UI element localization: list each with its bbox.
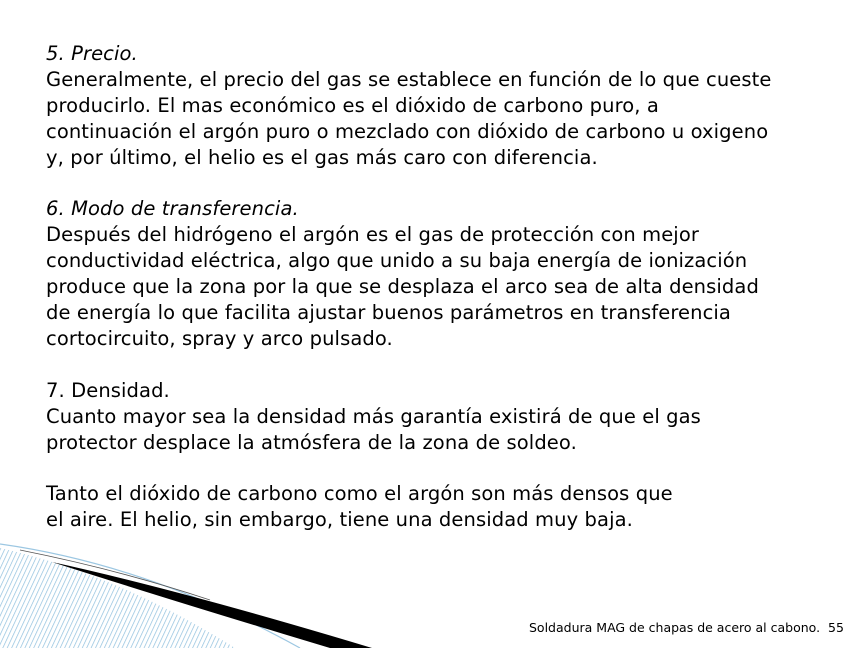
section-densidad — [46, 378, 846, 456]
blue-hatched-swoosh — [0, 548, 235, 648]
paragraph-line: producirlo. El mas económico es el dióxido de carbono puro, a — [46, 93, 659, 117]
paragraph-line: Después del hidrógeno el argón es el gas de protección con mejor — [46, 223, 699, 247]
paragraph-line: produce que la zona por la que se desplaza el arco sea de alta densidad — [46, 275, 759, 299]
paragraph-line: de energía lo que facilita ajustar buenos parámetros en transferencia — [46, 301, 731, 325]
blue-outline-swoosh — [0, 544, 300, 648]
paragraph-gap — [46, 455, 846, 481]
dark-swoosh — [52, 562, 372, 648]
section-heading: 7. Densidad. — [46, 378, 170, 402]
paragraph-line: continuación el argón puro o mezclado con dióxido de carbono u oxigeno — [46, 119, 769, 143]
paragraph-gap — [46, 171, 846, 197]
footer-title: Soldadura MAG de chapas de acero al cabono. — [529, 620, 821, 635]
paragraph-gap — [46, 352, 846, 378]
paragraph-line: protector desplace la atmósfera de la zona de soldeo. — [46, 430, 577, 454]
dark-swoosh-thin — [20, 550, 210, 600]
paragraph-line: y, por último, el helio es el gas más caro con diferencia. — [46, 145, 598, 169]
section-modo-transferencia — [46, 196, 846, 351]
paragraph-line: cortocircuito, spray y arco pulsado. — [46, 326, 393, 350]
section-heading: 6. Modo de transferencia. — [46, 197, 299, 221]
section-precio — [46, 41, 846, 171]
paragraph-line: Tanto el dióxido de carbono como el argón son más densos que — [46, 482, 673, 506]
paragraph-line: conductividad eléctrica, algo que unido a su baja energía de ionización — [46, 249, 748, 273]
page-number: 55 — [828, 620, 844, 635]
section-conclusion — [46, 481, 846, 533]
section-heading: 5. Precio. — [46, 42, 138, 65]
paragraph-line: el aire. El helio, sin embargo, tiene una densidad muy baja. — [46, 508, 633, 532]
slide-body — [46, 41, 846, 533]
paragraph-line: Generalmente, el precio del gas se establece en función de lo que cueste — [46, 67, 772, 91]
paragraph-line: Cuanto mayor sea la densidad más garantía existirá de que el gas — [46, 404, 701, 428]
